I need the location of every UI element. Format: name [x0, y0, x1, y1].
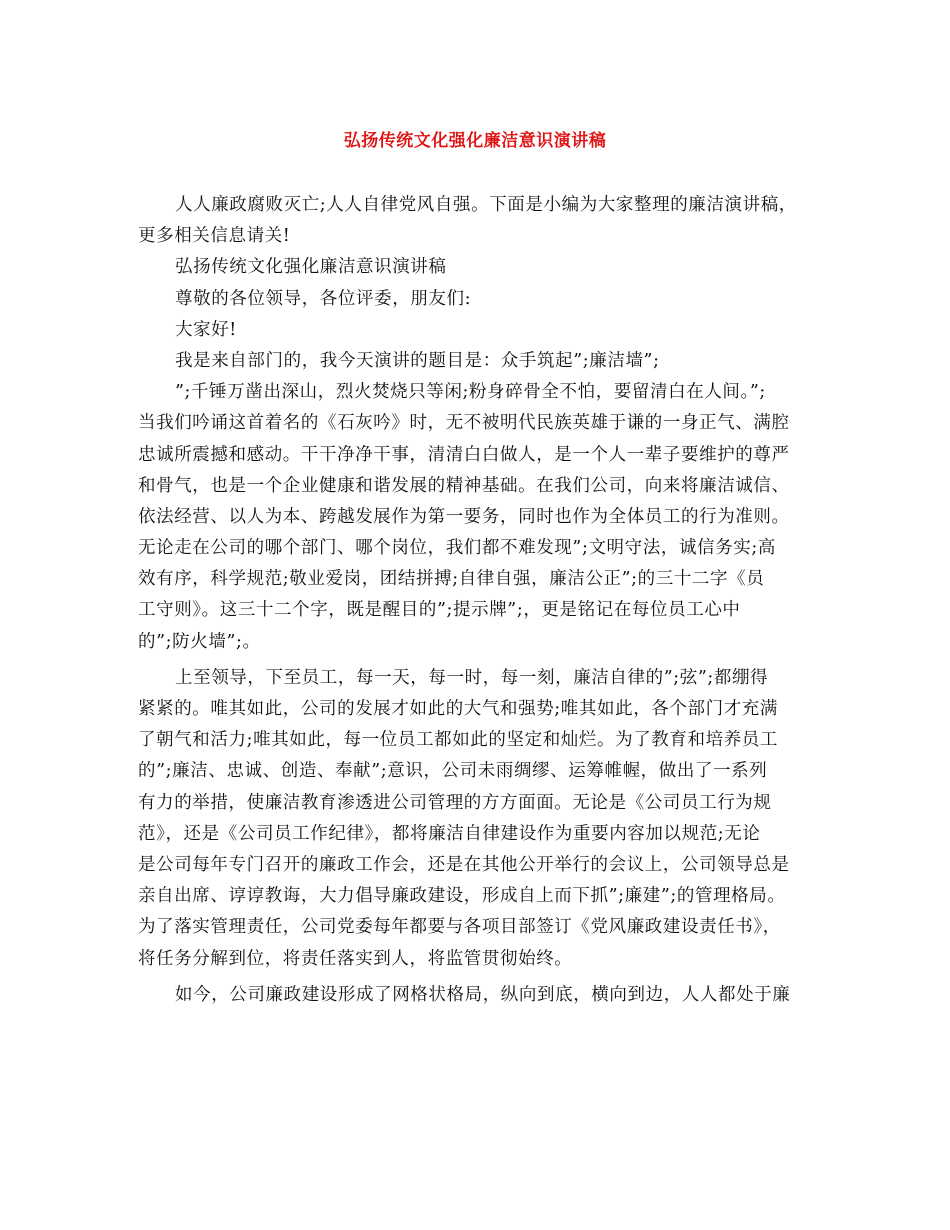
- text-line: 如今，公司廉政建设形成了网格状格局，纵向到底，横向到边，人人都处于廉: [175, 984, 791, 1005]
- text-line: 依法经营、以人为本、跨越发展作为第一要务，同时也作为全体员工的行为准则。: [138, 506, 790, 527]
- text-line: 紧紧的。唯其如此，公司的发展才如此的大气和强势;唯其如此，各个部门才充满: [138, 699, 778, 719]
- text-line: 无论走在公司的哪个部门、哪个岗位，我们都不难发现”;文明守法，诚信务实;高: [138, 538, 776, 559]
- text-line: 上至领导，下至员工，每一天，每一时，每一刻，廉洁自律的”;弦”;都绷得: [175, 667, 769, 688]
- text-line: 忠诚所震撼和感动。干干净净干事，清清白白做人，是一个人一辈子要维护的尊严: [138, 444, 790, 465]
- text-line: 的”;廉洁、忠诚、创造、奉献”;意识，公司未雨绸缪、运筹帷幄，做出了一系列: [138, 761, 768, 782]
- text-line: 尊敬的各位领导，各位评委，朋友们:: [175, 288, 472, 309]
- text-line: 的”;防火墙”;。: [138, 631, 261, 652]
- text-line: 为了落实管理责任，公司党委每年都要与各项目部签订《党风廉政建设责任书》，: [138, 917, 781, 938]
- text-line: 大家好!: [175, 319, 237, 340]
- text-line: 更多相关信息请关!: [138, 226, 291, 247]
- text-line: 人人廉政腐败灭亡;人人自律党风自强。下面是小编为大家整理的廉洁演讲稿，: [175, 195, 797, 215]
- text-line: ”;千锤万凿出深山，烈火焚烧只等闲;粉身碎骨全不怕，要留清白在人间。”;: [175, 382, 766, 403]
- text-line: 弘扬传统文化强化廉洁意识演讲稿: [175, 257, 447, 278]
- text-line: 亲自出席、谆谆教诲，大力倡导廉政建设，形成自上而下抓”;廉建”;的管理格局。: [138, 886, 786, 907]
- text-line: 范》，还是《公司员工作纪律》，都将廉洁自律建设作为重要内容加以规范;无论: [138, 823, 761, 844]
- text-line: 将任务分解到位，将责任落实到人，将监管贯彻始终。: [138, 948, 573, 969]
- text-line: 有力的举措，使廉洁教育渗透进公司管理的方方面面。无论是《公司员工行为规: [138, 792, 772, 813]
- document-title: 弘扬传统文化强化廉洁意识演讲稿: [343, 131, 607, 151]
- text-line: 了朝气和活力;唯其如此，每一位员工都如此的坚定和灿烂。为了教育和培养员工: [138, 730, 778, 751]
- text-line: 工守则》。这三十二个字，既是醒目的”;提示牌”;，更是铭记在每位员工心中: [138, 600, 741, 621]
- text-line: 我是来自部门的，我今天演讲的题目是：众手筑起”;廉洁墙”;: [175, 350, 660, 371]
- text-line: 和骨气，也是一个企业健康和谐发展的精神基础。在我们公司，向来将廉洁诚信、: [138, 475, 790, 496]
- text-line: 是公司每年专门召开的廉政工作会，还是在其他公开举行的会议上，公司领导总是: [138, 854, 790, 875]
- text-line: 当我们吟诵这首着名的《石灰吟》时，无不被明代民族英雄于谦的一身正气、满腔: [138, 413, 790, 434]
- document-body: [138, 190, 828, 1011]
- text-line: 效有序，科学规范;敬业爱岗，团结拼搏;自律自强，廉洁公正”;的三十二字《员: [138, 569, 765, 590]
